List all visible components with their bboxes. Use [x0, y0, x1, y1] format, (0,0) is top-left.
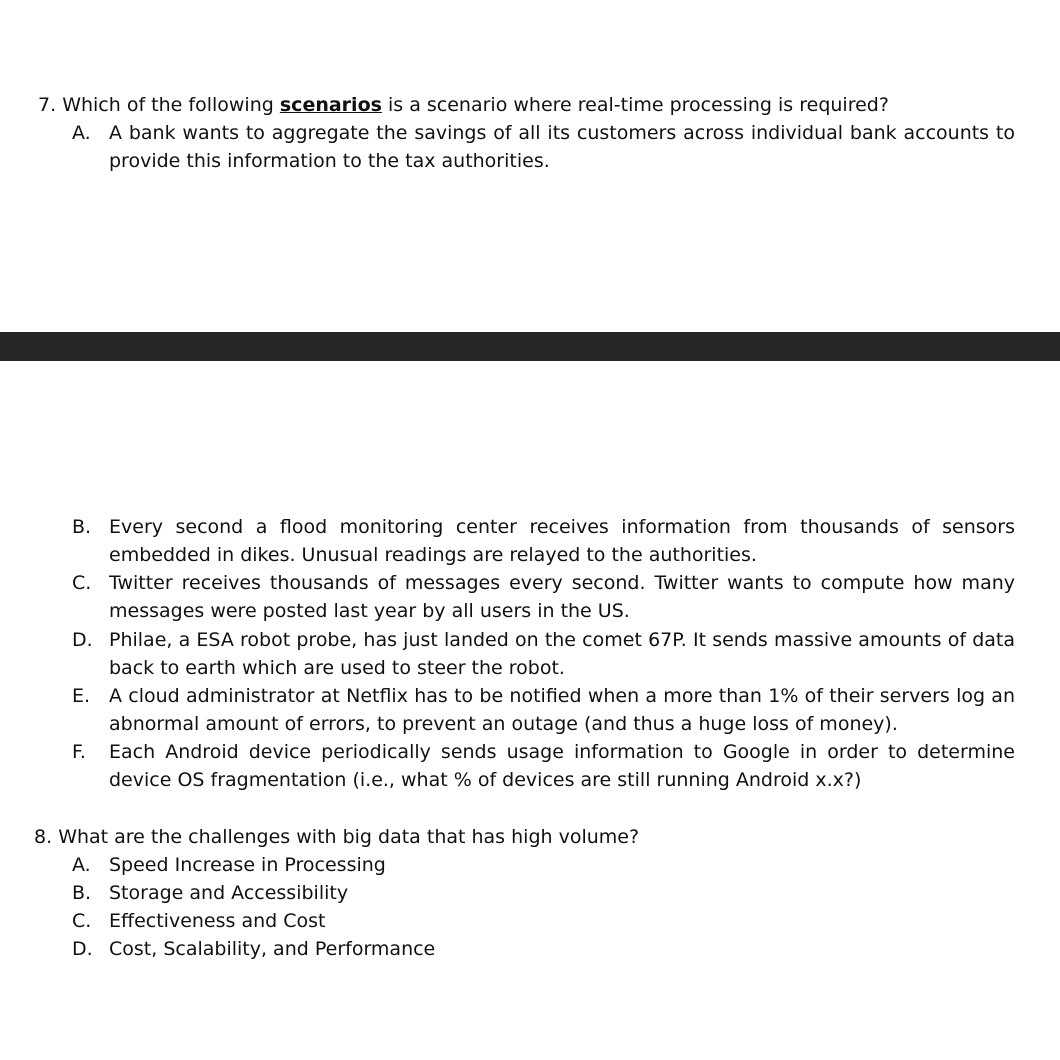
option-text: Twitter receives thousands of messages every second. Twitter wants to compute how many messages were posted last year by all users in the US.: [109, 572, 1015, 622]
question-7-option-a: [72, 119, 1015, 175]
question-7-option-f: [72, 738, 1015, 794]
option-letter: A.: [72, 122, 91, 144]
option-letter: A.: [72, 854, 91, 876]
option-letter: D.: [72, 938, 93, 960]
question-7-stem: [38, 91, 889, 119]
option-text: Each Android device periodically sends usage information to Google in order to determine device OS fragmentation (i.e., what % of devices are still running Android x.x?): [109, 741, 1015, 791]
question-7-option-b: [72, 513, 1015, 569]
option-text: Speed Increase in Processing: [109, 854, 386, 876]
option-text: Every second a flood monitoring center receives information from thousands of sensors embedded in dikes. Unusual readings are relayed to the authorities.: [109, 516, 1015, 566]
option-text: Effectiveness and Cost: [109, 910, 326, 932]
question-7-stem-emphasis: scenarios: [279, 94, 382, 116]
option-text: Cost, Scalability, and Performance: [109, 938, 436, 960]
option-letter: E.: [72, 685, 91, 707]
question-8-number: 8.: [34, 826, 53, 848]
question-8-option-d: [72, 935, 1015, 963]
question-7-stem-before: Which of the following: [62, 94, 274, 116]
redaction-bar: [0, 332, 1060, 361]
question-7-number: 7.: [38, 94, 57, 116]
question-8-stem: [34, 823, 639, 851]
option-letter: C.: [72, 572, 92, 594]
question-7-stem-after: is a scenario where real-time processing is required?: [387, 94, 889, 116]
question-8-option-a: [72, 851, 1015, 879]
question-8-option-b: [72, 879, 1015, 907]
option-text: Storage and Accessibility: [109, 882, 349, 904]
question-7-option-d: [72, 626, 1015, 682]
question-7-option-c: [72, 569, 1015, 625]
question-8-stem-text: What are the challenges with big data that has high volume?: [58, 826, 640, 848]
option-text: A cloud administrator at Netflix has to be notified when a more than 1% of their servers log an abnormal amount of errors, to prevent an outage (and thus a huge loss of money).: [109, 685, 1015, 735]
option-letter: F.: [72, 741, 86, 763]
page-bottom-margin: [0, 985, 1060, 1060]
question-7-option-e: [72, 682, 1015, 738]
option-letter: B.: [72, 882, 92, 904]
option-text: Philae, a ESA robot probe, has just landed on the comet 67P. It sends massive amounts of data back to earth which are used to steer the robot.: [109, 629, 1015, 679]
option-letter: C.: [72, 910, 92, 932]
option-letter: B.: [72, 516, 92, 538]
option-letter: D.: [72, 629, 93, 651]
question-8-option-c: [72, 907, 1015, 935]
option-text: A bank wants to aggregate the savings of all its customers across individual bank accounts to provide this information to the tax authorities.: [109, 122, 1015, 172]
